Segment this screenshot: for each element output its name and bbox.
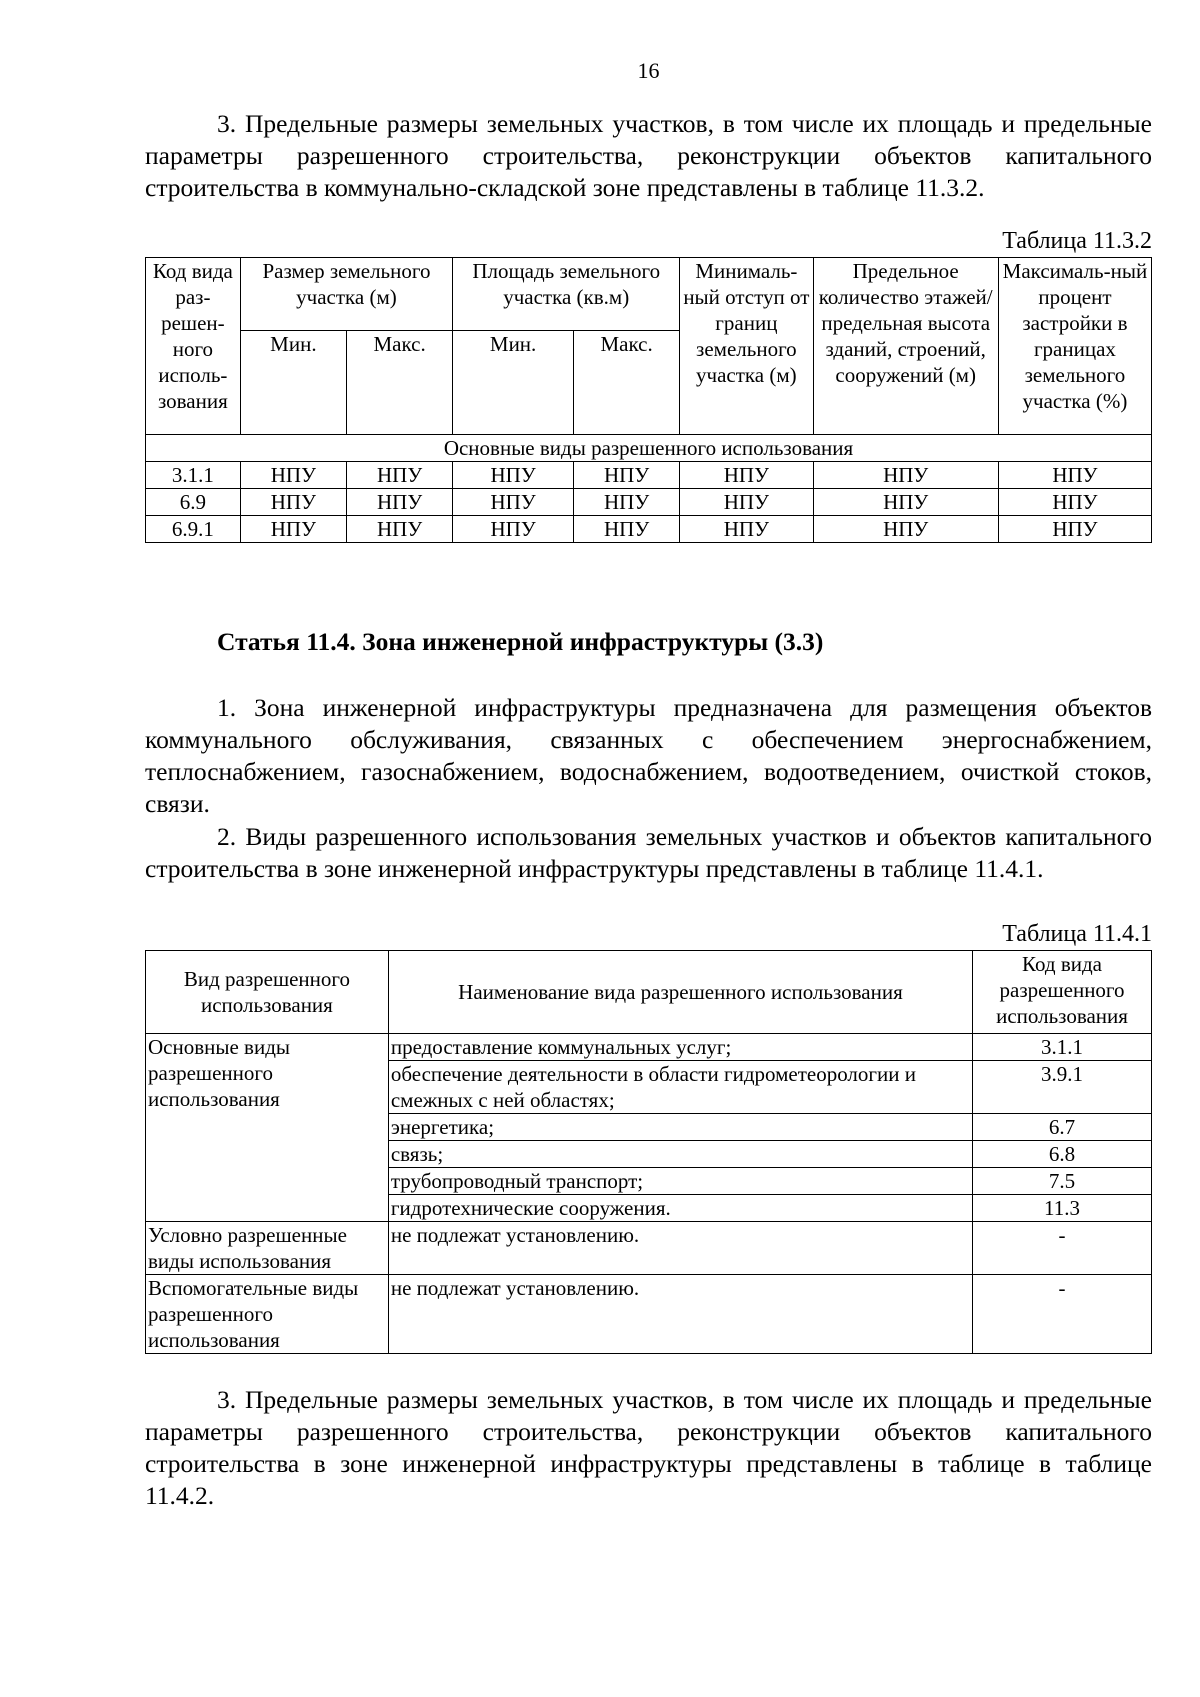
table-11-3-2-caption: Таблица 11.3.2 — [1002, 228, 1152, 254]
header-min-offset: Минималь-ный отступ от границ земельного участка (м) — [680, 258, 813, 435]
cell-code: 6.9.1 — [146, 516, 241, 543]
header-use-name: Наименование вида разрешенного использования — [388, 951, 972, 1034]
cell: НПУ — [998, 516, 1151, 543]
page-number: 16 — [637, 58, 660, 83]
use-code: 6.7 — [973, 1114, 1152, 1141]
cell: НПУ — [680, 516, 813, 543]
use-name: гидротехнические сооружения. — [388, 1195, 972, 1222]
cell: НПУ — [346, 516, 452, 543]
use-name: обеспечение деятельности в области гидрометеорологии и смежных с ней областях; — [388, 1061, 972, 1114]
header-size-min: Мин. — [240, 331, 346, 435]
header-plot-size: Размер земельного участка (м) — [240, 258, 452, 331]
header-code: Код вида раз-решен-ного исполь-зования — [146, 258, 241, 435]
header-use-type: Вид разрешенного использования — [146, 951, 389, 1034]
cell: НПУ — [998, 489, 1151, 516]
table-11-4-1 — [145, 950, 1152, 1354]
use-name: предоставление коммунальных услуг; — [388, 1034, 972, 1061]
cell-code: 6.9 — [146, 489, 241, 516]
cell: НПУ — [453, 516, 574, 543]
table-11-4-1-caption: Таблица 11.4.1 — [1002, 921, 1152, 947]
use-name: не подлежат установлению. — [388, 1222, 972, 1275]
use-code: 3.9.1 — [973, 1061, 1152, 1114]
use-name: трубопроводный транспорт; — [388, 1168, 972, 1195]
use-code: - — [973, 1222, 1152, 1275]
header-use-code: Код вида разрешенного использования — [973, 951, 1152, 1034]
section-main-uses: Основные виды разрешенного использования — [146, 435, 1152, 462]
cell: НПУ — [574, 516, 680, 543]
header-max-percent: Максималь-ный процент застройки в границах земельного участка (%) — [998, 258, 1151, 435]
cell-code: 3.1.1 — [146, 462, 241, 489]
use-name: энергетика; — [388, 1114, 972, 1141]
header-area-max: Макс. — [574, 331, 680, 435]
paragraph-zone-purpose: 1. Зона инженерной инфраструктуры предназначена для размещения объектов коммунального обслуживания, связанных с обеспечением энергоснабжением, теплоснабжением, газоснабжением, водоснабжением, водоотведением, очисткой стоков, связи. — [145, 693, 1152, 818]
table-row — [146, 462, 1152, 489]
cell: НПУ — [240, 489, 346, 516]
cell: НПУ — [813, 462, 998, 489]
use-code: 11.3 — [973, 1195, 1152, 1222]
cell: НПУ — [813, 516, 998, 543]
paragraph-limits-intro: 3. Предельные размеры земельных участков, в том числе их площадь и предельные параметры разрешенного строительства, реконструкции объектов капитального строительства в зоне инженерной инфраструктуры представлены в таблице в таблице 11.4.2. — [145, 1385, 1152, 1510]
cell: НПУ — [574, 462, 680, 489]
use-code: - — [973, 1275, 1152, 1354]
header-size-max: Макс. — [346, 331, 452, 435]
cell: НПУ — [453, 489, 574, 516]
table-row — [146, 1034, 1152, 1061]
cell: НПУ — [574, 489, 680, 516]
cell: НПУ — [240, 516, 346, 543]
use-name: не подлежат установлению. — [388, 1275, 972, 1354]
article-heading: Статья 11.4. Зона инженерной инфраструктуры (3.3) — [217, 627, 824, 656]
table-row — [146, 489, 1152, 516]
header-plot-area: Площадь земельного участка (кв.м) — [453, 258, 680, 331]
use-code: 7.5 — [973, 1168, 1152, 1195]
cell: НПУ — [680, 462, 813, 489]
use-code: 6.8 — [973, 1141, 1152, 1168]
use-name: связь; — [388, 1141, 972, 1168]
cell: НПУ — [240, 462, 346, 489]
table-row — [146, 1222, 1152, 1275]
group-main-uses: Основные виды разрешенного использования — [146, 1034, 389, 1222]
cell: НПУ — [346, 462, 452, 489]
cell: НПУ — [998, 462, 1151, 489]
table-11-3-2 — [145, 257, 1152, 543]
table-row — [146, 516, 1152, 543]
header-max-floors: Предельное количество этажей/ предельная высота зданий, строений, сооружений (м) — [813, 258, 998, 435]
paragraph-table-intro: 3. Предельные размеры земельных участков, в том числе их площадь и предельные параметры разрешенного строительства, реконструкции объектов капитального строительства в коммунально-складской зоне представлены в таблице 11.3.2. — [145, 109, 1152, 202]
cell: НПУ — [453, 462, 574, 489]
group-auxiliary-uses: Вспомогательные виды разрешенного использования — [146, 1275, 389, 1354]
table-row — [146, 1275, 1152, 1354]
header-area-min: Мин. — [453, 331, 574, 435]
cell: НПУ — [813, 489, 998, 516]
cell: НПУ — [346, 489, 452, 516]
paragraph-uses-intro: 2. Виды разрешенного использования земельных участков и объектов капитального строительства в зоне инженерной инфраструктуры представлены в таблице 11.4.1. — [145, 822, 1152, 883]
group-conditional-uses: Условно разрешенные виды использования — [146, 1222, 389, 1275]
use-code: 3.1.1 — [973, 1034, 1152, 1061]
cell: НПУ — [680, 489, 813, 516]
